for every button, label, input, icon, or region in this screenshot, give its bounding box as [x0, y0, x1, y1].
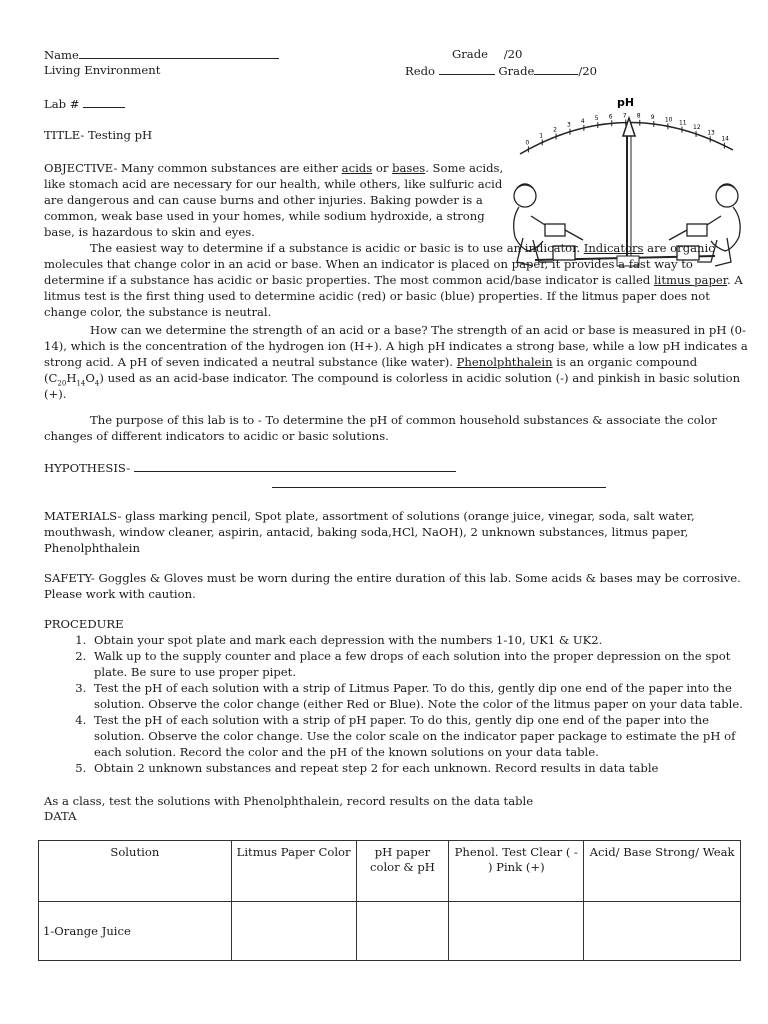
p2-text-a: The easiest way to determine if a substance is acidic or basic is to use an indicator. — [90, 241, 584, 255]
col-solution: Solution — [39, 841, 232, 902]
lab-blank[interactable] — [83, 96, 125, 108]
procedure-step: 2. Walk up to the supply counter and place a few drops of each solution into the proper depression on the spot plate. Be sure to use proper pipet. — [90, 648, 758, 680]
data-heading: DATA — [44, 809, 77, 823]
bases-term: bases — [392, 161, 426, 175]
ph-tick-label: 8 — [636, 112, 641, 120]
col-acid-base: Acid/ Base Strong/ Weak — [584, 841, 741, 902]
formula-h: H — [66, 371, 77, 385]
ph-tick-label: 2 — [553, 126, 557, 134]
class-note: As a class, test the solutions with Phenolphthalein, record results on the data table — [44, 794, 534, 808]
hypothesis-blank-1[interactable] — [134, 460, 456, 472]
name-label: Name — [44, 48, 79, 62]
ph-tick-label: 4 — [580, 117, 585, 125]
procedure-step: 1. Obtain your spot plate and mark each depression with the numbers 1-10, UK1 & UK2. — [90, 632, 758, 648]
objective-text-b: . Some acids, like stomach acid are necessary for our health, while others, like sulfuric acid are dangerous and can cause burns and other injuries. Baking powder is a common, weak base used in your homes, while sodium hydroxide, a strong base, is hazardous to skin and eyes. — [44, 161, 504, 239]
ph-tick-label: 7 — [622, 112, 627, 120]
purpose-text: The purpose of this lab is to - To determine the pH of common household substances & associate the color changes of different indicators to acidic or basic solutions. — [44, 413, 717, 443]
grade-line — [452, 47, 522, 61]
title: TITLE- Testing pH — [44, 128, 153, 142]
hypothesis-line — [44, 460, 456, 475]
objective-text-a: Many common substances are either — [117, 161, 342, 175]
data-table — [38, 840, 741, 961]
redo-blank[interactable] — [439, 63, 495, 75]
course-name: Living Environment — [44, 63, 161, 77]
p3-text-b: is an organic compound (C — [44, 355, 698, 385]
formula-sub-c: 20 — [57, 379, 67, 388]
procedure-list — [44, 632, 758, 776]
name-line — [44, 47, 279, 62]
name-blank[interactable] — [79, 47, 279, 59]
formula-sub-h: 14 — [76, 379, 86, 388]
objective-paragraph-3 — [44, 322, 756, 402]
formula-o: O — [85, 371, 95, 385]
procedure-step: 5. Obtain 2 unknown substances and repeat step 2 for each unknown. Record results in data table — [90, 760, 758, 776]
ph-tick-label: 11 — [678, 119, 687, 127]
ph-tick-label: 14 — [721, 135, 730, 143]
ph-figure-label: pH — [617, 96, 635, 109]
redo-line — [405, 63, 597, 78]
grade2-label: Grade — [498, 64, 535, 78]
table-header-row — [39, 841, 741, 902]
cell-solution: 1-Orange Juice — [39, 902, 232, 961]
p2-text-b: are organic molecules that change color in an acid or base. When an indicator is placed on paper, it provides a fast way to determine if a substance has acidic or basic properties. The most common acid/base indicator is called — [44, 241, 715, 287]
procedure-step: 3. Test the pH of each solution with a strip of Litmus Paper. To do this, gently dip one end of the paper into the solution. Observe the color change (either Red or Blue). Note the color of the litmus paper on your data table. — [90, 680, 758, 712]
col-ph-paper: pH paper color & pH — [356, 841, 449, 902]
lab-label: Lab # — [44, 97, 80, 111]
acids-term: acids — [341, 161, 373, 175]
ph-tick-label: 13 — [707, 129, 715, 137]
materials-paragraph: MATERIALS- glass marking pencil, Spot plate, assortment of solutions (orange juice, vinegar, soda, salt water, mouthwash, window cleaner, aspirin, antacid, baking soda,HCl, NaOH), 2 unknown substances, litmus paper, Phenolphthalein — [44, 509, 695, 555]
cell-ph-paper[interactable] — [356, 902, 449, 961]
objective-paragraph-1 — [44, 160, 504, 240]
ph-tick-label: 0 — [525, 139, 530, 147]
ph-tick-label: 9 — [650, 114, 655, 122]
ph-tick-label: 1 — [539, 132, 544, 140]
p2-text-c: . A litmus test is the first thing used to determine acidic (red) or basic (blue) properties. If the litmus paper does not change color, the substance is neutral. — [44, 273, 743, 319]
safety-paragraph: SAFETY- Goggles & Gloves must be worn during the entire duration of this lab. Some acids & bases may be corrosive. Please work with caution. — [44, 571, 741, 601]
ph-tick-label: 3 — [566, 121, 571, 129]
p3-text-a: How can we determine the strength of an acid or a base? The strength of an acid or base is measured in pH (0-14), which is the concentration of the hydrogen ion (H+). A high pH indicates a strong base, while a low pH indicates a strong acid. A pH of seven indicated a neutral substance (like water). — [44, 323, 748, 369]
cell-acid-base[interactable] — [584, 902, 741, 961]
phenolphthalein-term: Phenolphthalein — [456, 355, 553, 369]
grade-label: Grade — [452, 47, 488, 61]
hypothesis-label: HYPOTHESIS- — [44, 461, 131, 475]
hypothesis-blank-2[interactable] — [272, 476, 606, 488]
indicators-term: Indicators — [583, 241, 644, 255]
objective-text-or: or — [372, 161, 393, 175]
ph-pointer-tip — [623, 118, 635, 136]
p3-text-c: ) used as an acid-base indicator. The compound is colorless in acidic solution (-) and pinkish in basic solution (+). — [44, 371, 741, 401]
table-row — [39, 902, 741, 961]
objective-label: OBJECTIVE- — [44, 161, 118, 175]
ph-tick-label: 5 — [594, 115, 599, 123]
procedure-step: 4. Test the pH of each solution with a strip of pH paper. To do this, gently dip one end of the paper into the solution. Observe the color change. Use the color scale on the indicator paper package to estimate the pH of each solution. Record the color and the pH of the known solutions on your data table. — [90, 712, 758, 760]
cell-phenol[interactable] — [449, 902, 584, 961]
redo-label: Redo — [405, 64, 435, 78]
ph-tick-label: 6 — [608, 113, 613, 121]
cell-litmus[interactable] — [231, 902, 356, 961]
purpose-paragraph — [44, 412, 756, 444]
litmus-paper-term: litmus paper — [653, 273, 727, 287]
procedure-heading: PROCEDURE — [44, 617, 124, 631]
grade2-blank[interactable] — [534, 63, 578, 75]
hypothesis-line-2 — [272, 476, 606, 491]
objective-paragraph-2-text — [44, 240, 756, 320]
grade-blank[interactable] — [492, 47, 504, 58]
col-phenol: Phenol. Test Clear ( - ) Pink (+) — [449, 841, 584, 902]
grade2-total: /20 — [578, 64, 598, 78]
ph-tick-label: 10 — [664, 116, 673, 124]
col-litmus: Litmus Paper Color — [231, 841, 356, 902]
grade-total: /20 — [503, 47, 523, 61]
formula-sub-o: 4 — [94, 379, 100, 388]
lab-number-line — [44, 96, 125, 111]
ph-tick-label: 12 — [693, 123, 701, 131]
